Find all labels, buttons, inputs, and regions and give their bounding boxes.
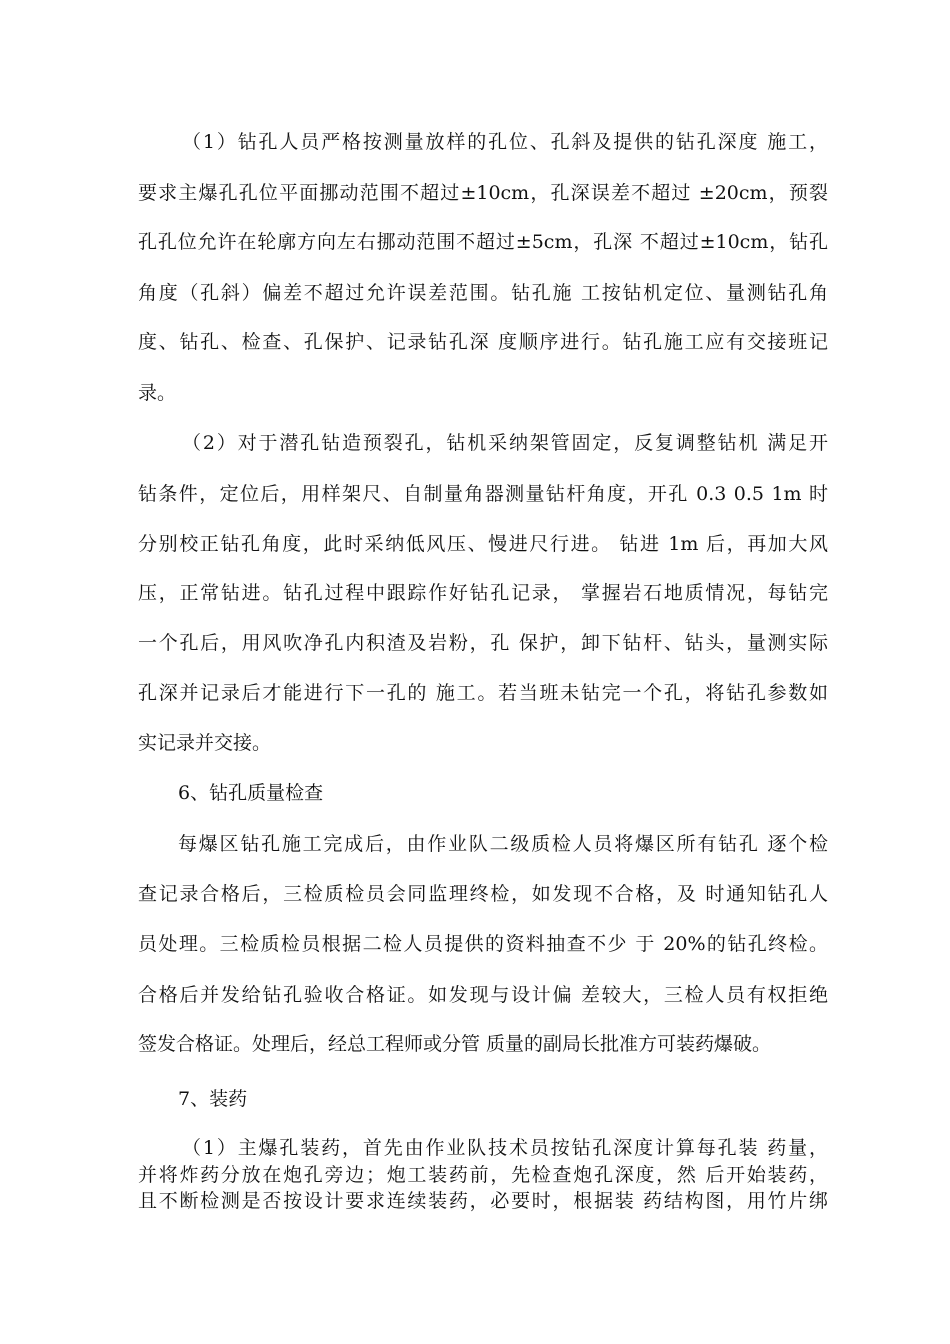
paragraph-line: 并将炸药分放在炮孔旁边；炮工装药前，先检查炮孔深度，然 后开始装药，: [138, 1164, 828, 1186]
paragraph-line: 度、钻孔、检查、孔保护、记录钻孔深 度顺序进行。钻孔施工应有交接班记: [138, 331, 828, 353]
paragraph-line: 且不断检测是否按设计要求连续装药，必要时，根据装 药结构图，用竹片绑: [138, 1190, 828, 1212]
paragraph-line: 孔深并记录后才能进行下一孔的 施工。若当班未钻完一个孔，将钻孔参数如: [138, 682, 828, 704]
paragraph-line: （1）钻孔人员严格按测量放样的孔位、孔斜及提供的钻孔深度 施工，: [182, 131, 828, 153]
paragraph-line: 录。: [138, 382, 177, 404]
paragraph-line: 一个孔后，用风吹净孔内积渣及岩粉，孔 保护，卸下钻杆、钻头，量测实际: [138, 632, 828, 654]
paragraph-line: 孔孔位允许在轮廓方向左右挪动范围不超过±5cm，孔深 不超过±10cm，钻孔: [138, 231, 828, 253]
paragraph-line: 钻条件，定位后，用样架尺、自制量角器测量钻杆角度，开孔 0.3 0.5 1m 时: [138, 483, 828, 505]
paragraph-line: （2）对于潜孔钻造预裂孔，钻机采纳架管固定，反复调整钻机 满足开: [182, 432, 828, 454]
paragraph-line: 合格后并发给钻孔验收合格证。如发现与设计偏 差较大，三检人员有权拒绝: [138, 984, 828, 1006]
paragraph-line: 每爆区钻孔施工完成后，由作业队二级质检人员将爆区所有钻孔 逐个检: [178, 833, 828, 855]
paragraph-line: 分别校正钻孔角度，此时采纳低风压、慢进尺行进。 钻进 1m 后，再加大风: [138, 533, 828, 555]
paragraph-line: 要求主爆孔孔位平面挪动范围不超过±10cm，孔深误差不超过 ±20cm，预裂: [138, 182, 828, 204]
paragraph-line: 员处理。三检质检员根据二检人员提供的资料抽查不少 于 20%的钻孔终检。: [138, 933, 828, 955]
paragraph-line: 实记录并交接。: [138, 732, 272, 754]
paragraph-line: 签发合格证。处理后，经总工程师或分管 质量的副局长批准方可装药爆破。: [138, 1033, 772, 1055]
paragraph-line: （1）主爆孔装药，首先由作业队技术员按钻孔深度计算每孔装 药量，: [182, 1137, 828, 1159]
paragraph-line: 角度（孔斜）偏差不超过允许误差范围。钻孔施 工按钻机定位、量测钻孔角: [138, 282, 828, 304]
paragraph-line: 压，正常钻进。钻孔过程中跟踪作好钻孔记录， 掌握岩石地质情况，每钻完: [138, 582, 828, 604]
section-heading: 7、装药: [178, 1088, 248, 1110]
section-heading: 6、钻孔质量检查: [178, 782, 324, 804]
paragraph-line: 查记录合格后，三检质检员会同监理终检，如发现不合格，及 时通知钻孔人: [138, 883, 828, 905]
